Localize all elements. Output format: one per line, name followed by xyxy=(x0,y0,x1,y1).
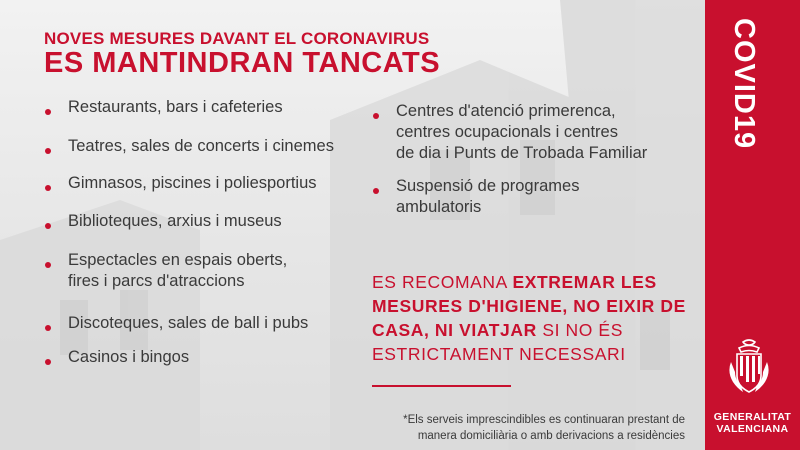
list-item: Centres d'atenció primerenca, centres ocupacionals i centres de dia i Punts de Trobada Familiar xyxy=(372,101,647,164)
list-item: Teatres, sales de concerts i cinemes xyxy=(44,136,334,157)
list-item: Restaurants, bars i cafeteries xyxy=(44,97,283,118)
list-item: Discoteques, sales de ball i pubs xyxy=(44,313,308,334)
list-item: Biblioteques, arxius i museus xyxy=(44,211,282,232)
list-item: Espectacles en espais oberts, fires i parcs d'atraccions xyxy=(44,250,287,292)
footnote: *Els serveis imprescindibles es continuaran prestant de manera domiciliària o amb derivacions a residències xyxy=(403,414,685,442)
list-item: Casinos i bingos xyxy=(44,347,189,368)
list-item: Gimnasos, piscines i poliesportius xyxy=(44,173,317,194)
subtitle: NOVES MESURES DAVANT EL CORONAVIRUS xyxy=(44,29,430,48)
page-title: ES MANTINDRAN TANCATS xyxy=(44,47,441,79)
generalitat-crest-icon xyxy=(727,338,771,406)
list-item: Suspensió de programes ambulatoris xyxy=(372,176,579,218)
recommendation-text: ES RECOMANA EXTREMAR LES MESURES D'HIGIENE, NO EIXIR DE CASA, NI VIATJAR SI NO ÉS ESTRICTAMENT NECESSARI xyxy=(372,272,686,364)
generalitat-logo-text: GENERALITAT VALENCIANA xyxy=(713,411,792,435)
divider xyxy=(372,385,511,387)
covid-label: COVID19 xyxy=(728,18,760,150)
